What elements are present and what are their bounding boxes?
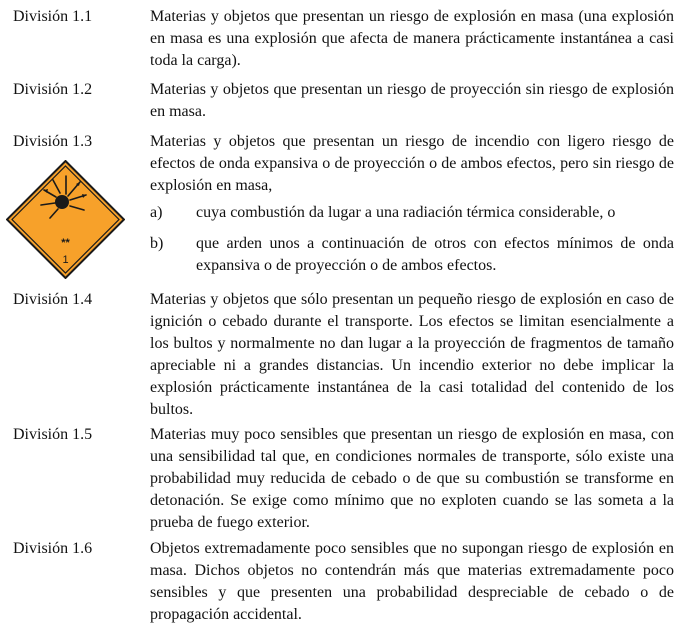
division-1-3-label: División 1.3 bbox=[13, 133, 93, 150]
division-1-3-item-a-text: cuya combustión da lugar a una radiación térmica considerable, o bbox=[196, 204, 616, 221]
division-1-5-label: División 1.5 bbox=[13, 426, 93, 443]
division-1-2-label: División 1.2 bbox=[13, 81, 93, 98]
division-1-3-item-b-text: que arden unos a continuación de otros con efectos mínimos de onda expansiva o de proyección o de ambos efectos. bbox=[196, 235, 674, 274]
division-1-4-label: División 1.4 bbox=[13, 291, 93, 308]
division-1-6-label: División 1.6 bbox=[13, 540, 93, 557]
division-1-3-text: Materias y objetos que presentan un riesgo de incendio con ligero riesgo de efectos de onda expansiva o de proyección o de ambos efectos, pero sin riesgo de explosión en masa, bbox=[150, 133, 674, 194]
division-1-6-text: Objetos extremadamente poco sensibles que no supongan riesgo de explosión en masa. Dichos objetos no contendrán más que materias extremadamente poco sensibles y que presenten una probabilidad despreciable de cebado o de propagación accidental. bbox=[150, 540, 674, 623]
division-1-4-text: Materias y objetos que sólo presentan un pequeño riesgo de explosión en caso de ignición o cebado durante el transporte. Los efectos se limitan esencialmente a los bultos y normalmente no dan lugar a la proyección de fragmentos de tamaño apreciable ni a grandes distancias. Un incendio exterior no debe implicar la explosión prácticamente instantánea de la casi totalidad del contenido de los bultos. bbox=[150, 291, 674, 418]
division-1-1-label: División 1.1 bbox=[13, 8, 93, 25]
division-1-3-item-a-letter: a) bbox=[150, 204, 163, 221]
division-1-1-text: Materias y objetos que presentan un riesgo de explosión en masa (una explosión en masa es una explosión que afecta de manera prácticamente instantánea a casi toda la carga). bbox=[150, 8, 674, 69]
explosive-hazard-placard-icon bbox=[6, 160, 125, 279]
division-1-2-text: Materias y objetos que presentan un riesgo de proyección sin riesgo de explosión en masa. bbox=[150, 81, 674, 120]
svg-text:**: ** bbox=[61, 237, 70, 249]
division-1-3-item-b-letter: b) bbox=[150, 235, 164, 252]
svg-text:1: 1 bbox=[62, 254, 69, 266]
division-1-5-text: Materias muy poco sensibles que presentan un riesgo de explosión en masa, con una sensibilidad tal que, en condiciones normales de transporte, sólo existe una probabilidad muy reducida de cebado o de que su combustión se transforme en detonación. Se exige como mínimo que no exploten cuando se las someta a la prueba de fuego exterior. bbox=[150, 426, 674, 531]
